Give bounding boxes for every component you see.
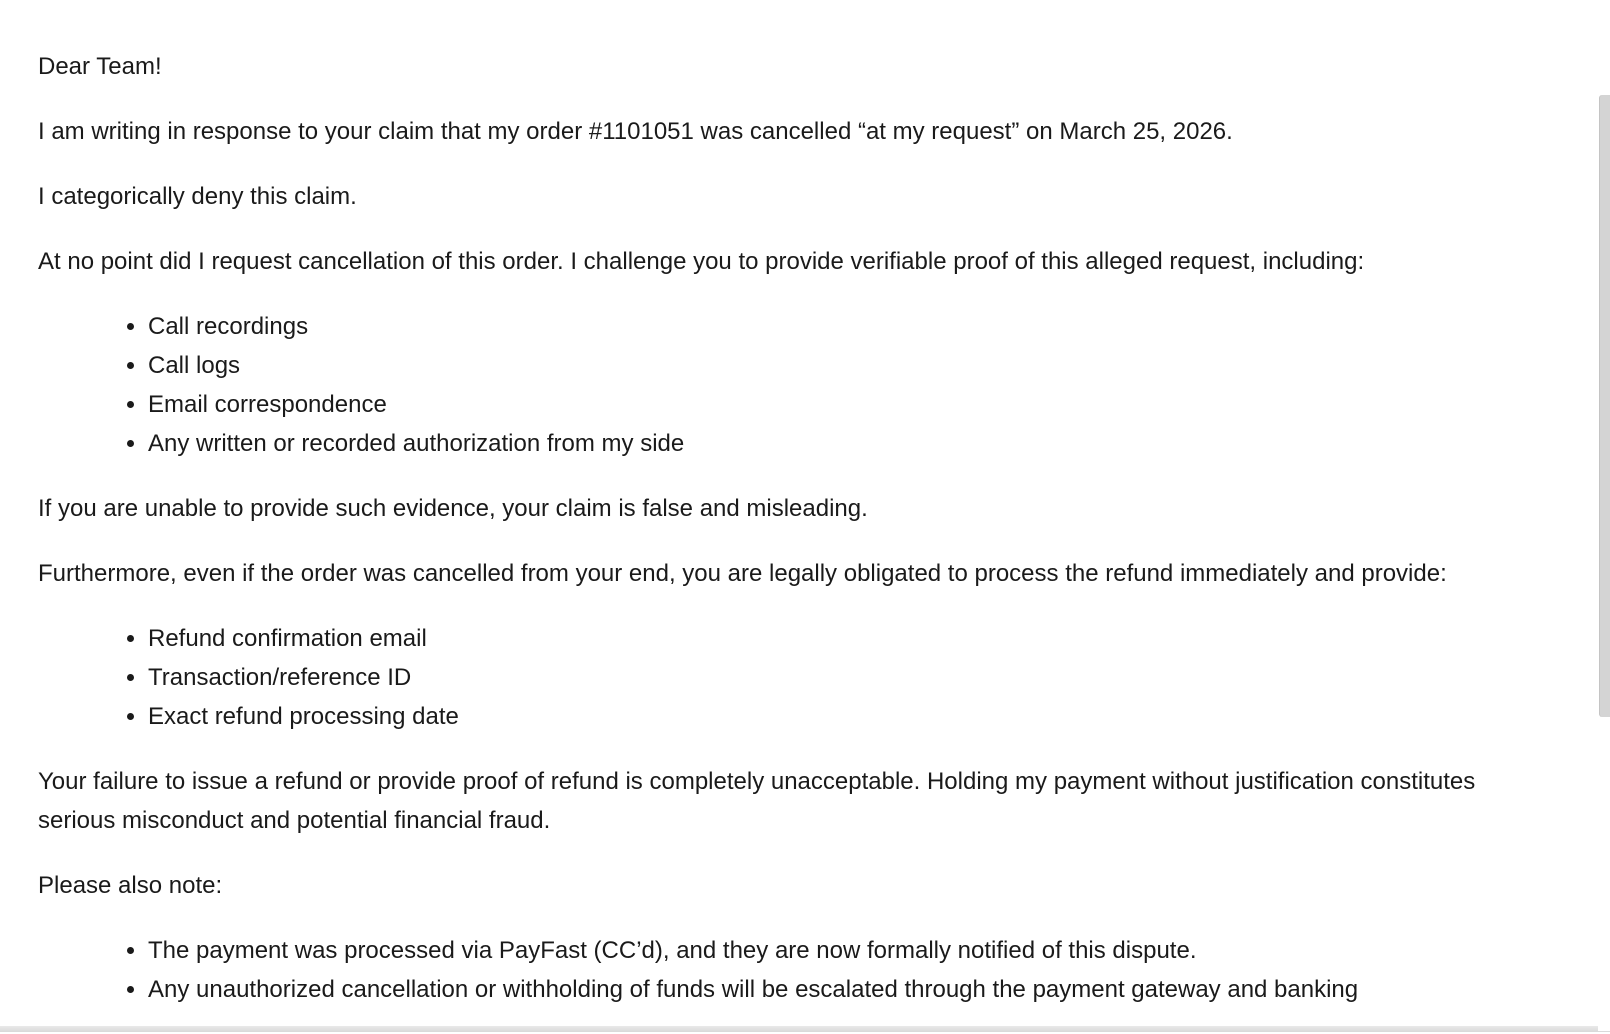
email-paragraph-deny: I categorically deny this claim. (38, 183, 357, 210)
list-item: • Any written or recorded authorization from my side (148, 424, 1538, 463)
list-item: • Transaction/reference ID (148, 658, 1538, 697)
proof-list (38, 307, 1538, 463)
email-greeting: Dear Team! (38, 53, 162, 80)
list-item: • The payment was processed via PayFast (CC’d), and they are now formally notified of this dispute. (148, 931, 1538, 970)
refund-list (38, 619, 1538, 736)
list-item: • Call recordings (148, 307, 1538, 346)
note-list (38, 931, 1538, 1009)
list-item: • Any unauthorized cancellation or withholding of funds will be escalated through the payment gateway and banking (148, 970, 1538, 1009)
email-paragraph-evidence: If you are unable to provide such evidence, your claim is false and misleading. (38, 495, 868, 522)
list-item: • Email correspondence (148, 385, 1538, 424)
scrollbar-thumb[interactable] (1599, 95, 1610, 717)
pane-bottom-edge (0, 1026, 1610, 1032)
vertical-scrollbar[interactable] (1598, 0, 1610, 1031)
list-item: • Refund confirmation email (148, 619, 1538, 658)
list-item: • Call logs (148, 346, 1538, 385)
email-paragraph-challenge: At no point did I request cancellation of this order. I challenge you to provide verifiable proof of this alleged request, including: (38, 248, 1365, 275)
email-body (38, 47, 1538, 1031)
email-paragraph-claim: I am writing in response to your claim that my order #1101051 was cancelled “at my request” on March 25, 2026. (38, 118, 1233, 145)
email-paragraph-refund-obligation: Furthermore, even if the order was cancelled from your end, you are legally obligated to process the refund immediately and provide: (38, 560, 1447, 587)
list-item: • Exact refund processing date (148, 697, 1538, 736)
email-paragraph-note: Please also note: (38, 872, 223, 899)
email-paragraph-failure: Your failure to issue a refund or provide proof of refund is completely unacceptable. Holding my payment without justification constitutes serious misconduct and potential financial fraud. (38, 768, 1476, 834)
